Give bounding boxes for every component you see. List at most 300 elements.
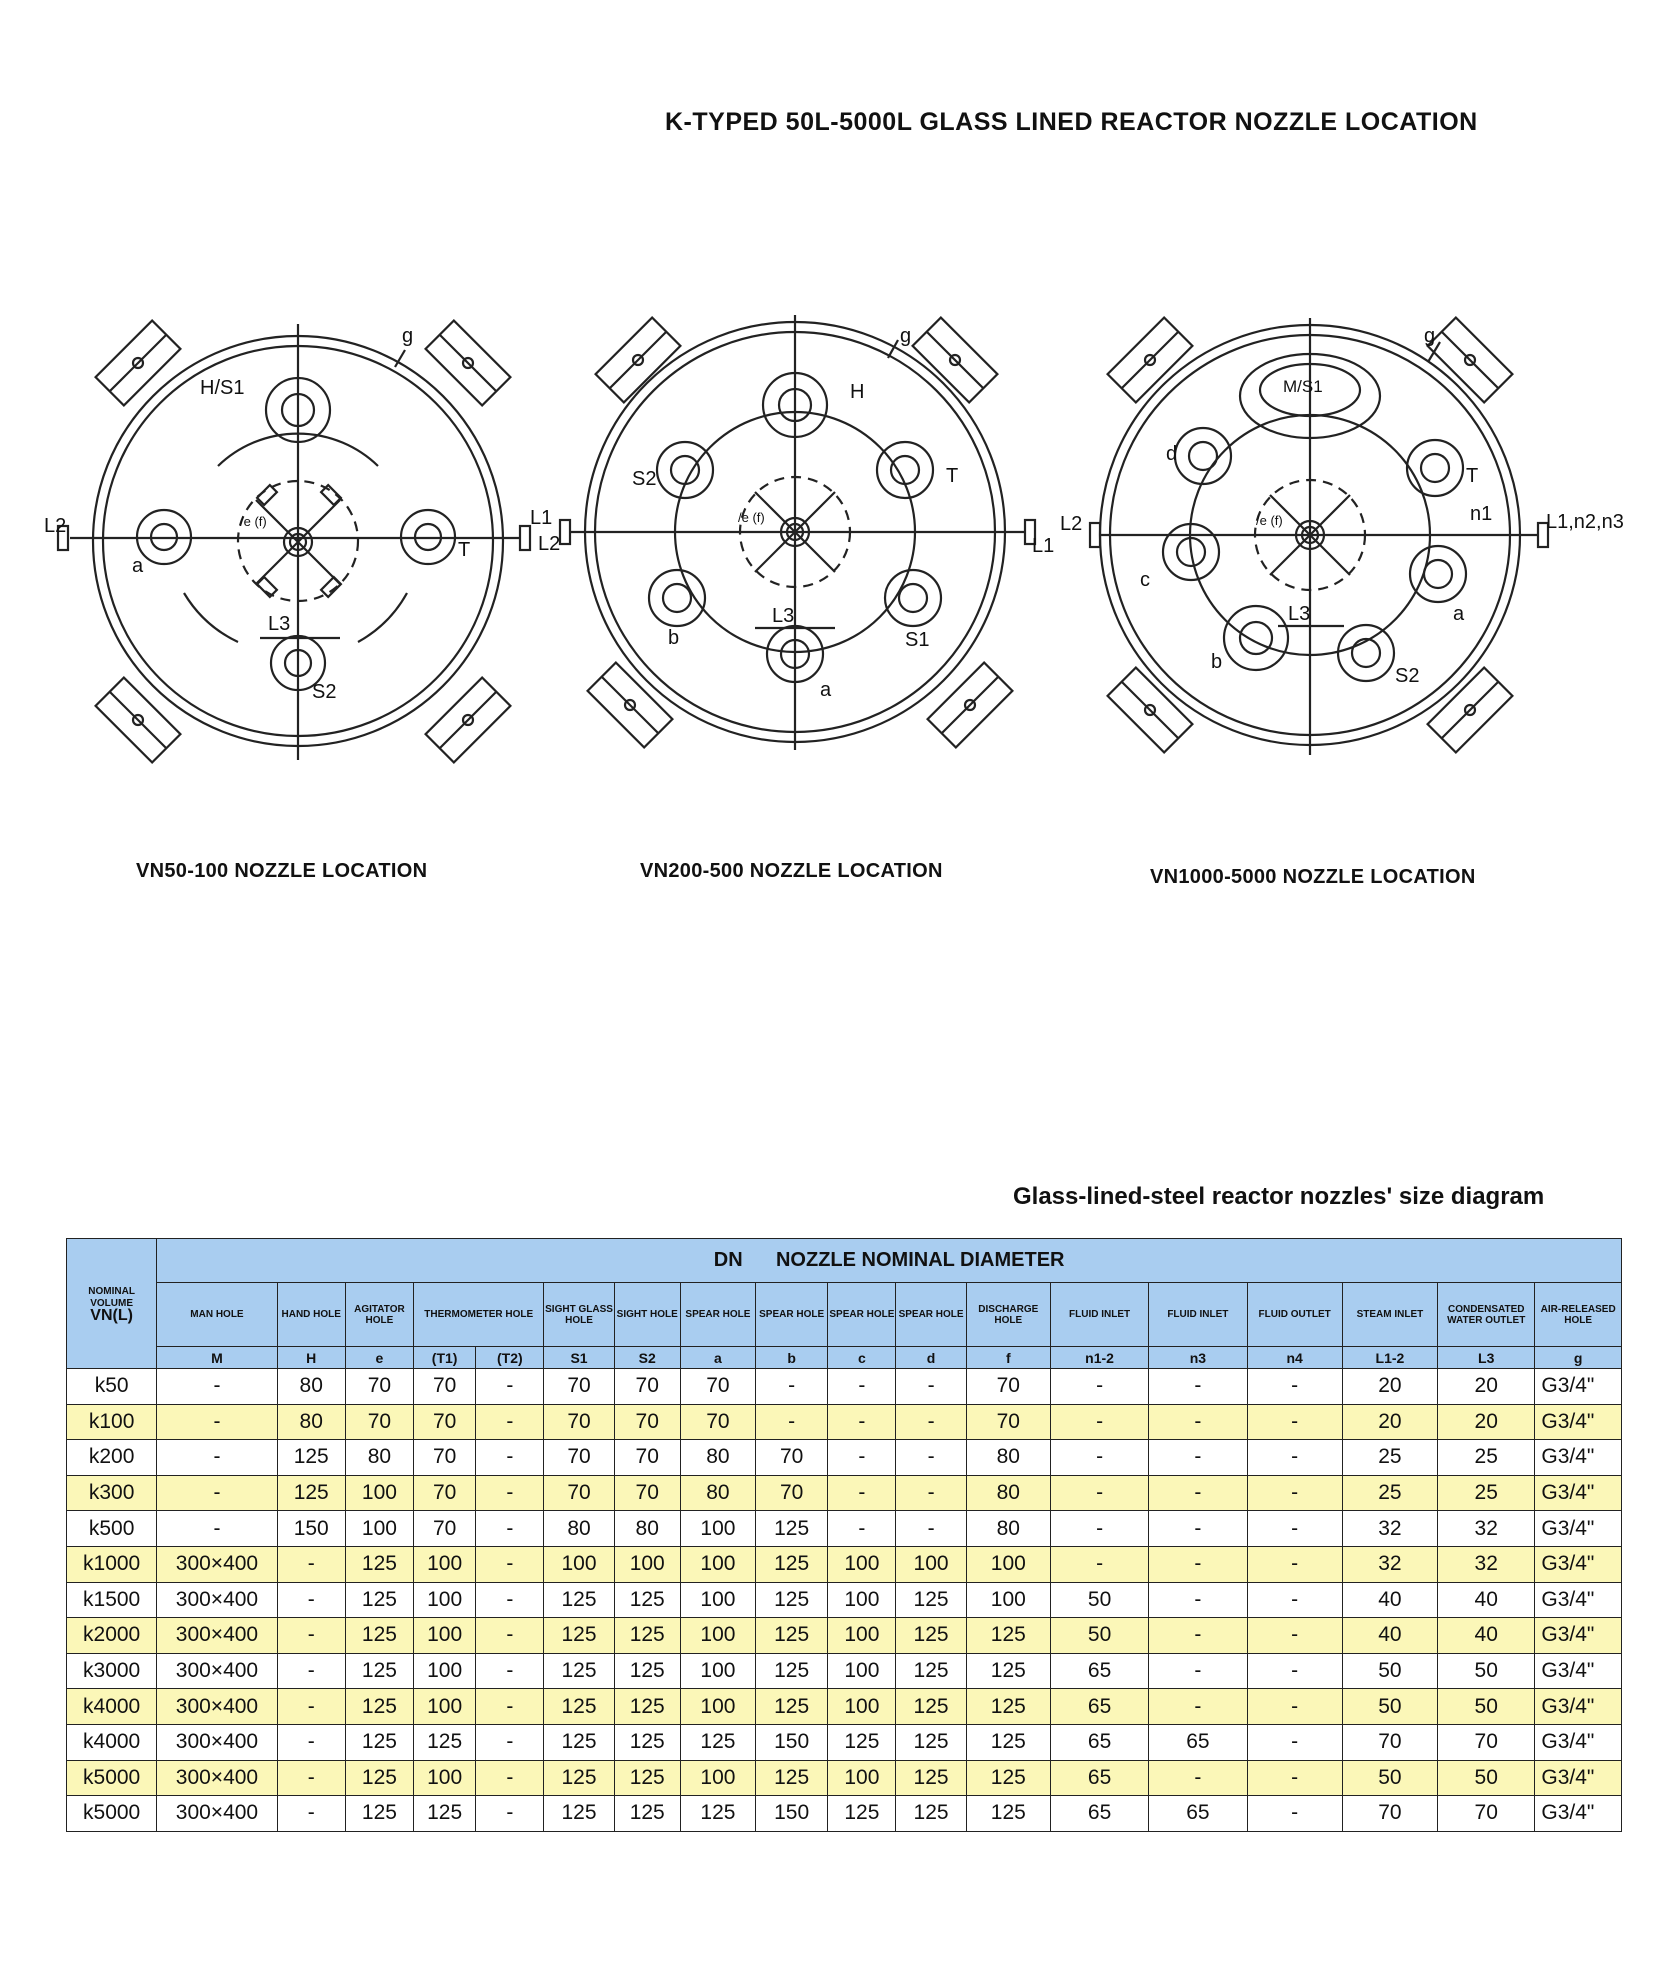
table-cell: 125 (966, 1724, 1050, 1760)
dn-label: DN (713, 1249, 743, 1271)
label-l2: L2 (44, 515, 67, 537)
table-cell: 100 (414, 1582, 476, 1618)
table-cell: - (277, 1689, 345, 1725)
table-cell: 70 (414, 1475, 476, 1511)
table-cell: 100 (828, 1582, 896, 1618)
table-cell: 100 (828, 1760, 896, 1796)
table-cell: 70 (414, 1440, 476, 1476)
label-ms1: M/S1 (1283, 377, 1323, 396)
col-code: S2 (614, 1347, 680, 1369)
table-cell: 100 (680, 1653, 755, 1689)
table-cell: - (1050, 1404, 1148, 1440)
table-cell: 50 (1438, 1760, 1535, 1796)
table-cell: 125 (896, 1618, 966, 1654)
table-cell: 100 (414, 1618, 476, 1654)
table-cell: 70 (1438, 1796, 1535, 1832)
table-cell: 125 (966, 1653, 1050, 1689)
table-cell: - (1149, 1546, 1247, 1582)
nozzle-layout-drawing (1060, 310, 1624, 770)
table-cell: 65 (1149, 1724, 1247, 1760)
table-cell: 50 (1342, 1689, 1437, 1725)
col-code: n3 (1149, 1347, 1247, 1369)
table-cell: - (476, 1582, 544, 1618)
table-row (67, 1582, 1622, 1618)
table-cell: 25 (1438, 1440, 1535, 1476)
table-cell: 20 (1438, 1404, 1535, 1440)
table-cell: - (1247, 1440, 1342, 1476)
nozzle-layout-drawing (44, 310, 553, 770)
table-cell: 150 (756, 1796, 828, 1832)
table-cell: 40 (1342, 1618, 1437, 1654)
col-code: n1-2 (1050, 1347, 1148, 1369)
col-header: AIR-RELEASED HOLE (1535, 1283, 1622, 1347)
table-cell: 70 (1342, 1724, 1437, 1760)
table-cell: - (1149, 1618, 1247, 1654)
table-cell: 125 (896, 1653, 966, 1689)
table-cell: 125 (345, 1796, 413, 1832)
table-cell: 125 (614, 1618, 680, 1654)
table-cell: 125 (966, 1760, 1050, 1796)
table-cell: - (476, 1653, 544, 1689)
table-cell: 125 (756, 1582, 828, 1618)
table-cell: 125 (614, 1582, 680, 1618)
table-cell: - (1247, 1404, 1342, 1440)
diagram-vn200-500 (538, 310, 1055, 770)
table-cell: - (1247, 1475, 1342, 1511)
table-title: Glass-lined-steel reactor nozzles' size diagram (1013, 1183, 1545, 1210)
table-cell: G3/4" (1535, 1653, 1622, 1689)
table-cell: G3/4" (1535, 1618, 1622, 1654)
col-code: f (966, 1347, 1050, 1369)
table-cell: 65 (1149, 1796, 1247, 1832)
table-cell: 65 (1050, 1653, 1148, 1689)
table-cell: 125 (544, 1724, 614, 1760)
col-code: g (1535, 1347, 1622, 1369)
table-cell: G3/4" (1535, 1440, 1622, 1476)
table-cell: 80 (345, 1440, 413, 1476)
table-cell: - (476, 1618, 544, 1654)
table-cell: 80 (544, 1511, 614, 1547)
caption-vn50-100: VN50-100 NOZZLE LOCATION (136, 860, 428, 882)
table-cell: 40 (1438, 1618, 1535, 1654)
table-cell: - (1050, 1475, 1148, 1511)
table-cell: - (1247, 1582, 1342, 1618)
table-cell: G3/4" (1535, 1475, 1622, 1511)
table-cell: - (1149, 1404, 1247, 1440)
row-label: k5000 (67, 1796, 157, 1832)
table-cell: 40 (1438, 1582, 1535, 1618)
label-g: g (402, 325, 414, 347)
row-label: k4000 (67, 1724, 157, 1760)
label-hs1: H/S1 (200, 377, 245, 399)
table-cell: 125 (345, 1689, 413, 1725)
table-cell: 100 (414, 1760, 476, 1796)
col-code: S1 (544, 1347, 614, 1369)
nv-code: VN(L) (90, 1306, 133, 1324)
col-header: HAND HOLE (277, 1283, 345, 1347)
table-cell: - (896, 1404, 966, 1440)
table-cell: - (277, 1653, 345, 1689)
table-cell: 125 (896, 1760, 966, 1796)
col-header: FLUID OUTLET (1247, 1283, 1342, 1347)
label-b: b (1211, 651, 1223, 673)
table-cell: 50 (1438, 1653, 1535, 1689)
table-cell: 100 (544, 1546, 614, 1582)
table-cell: 100 (828, 1618, 896, 1654)
table-cell: 70 (756, 1475, 828, 1511)
caption-vn1000-5000: VN1000-5000 NOZZLE LOCATION (1150, 866, 1476, 888)
label-center: /e (f) (738, 510, 765, 525)
table-cell: - (896, 1475, 966, 1511)
table-cell: 100 (828, 1546, 896, 1582)
table-cell: 70 (756, 1440, 828, 1476)
table-cell: 32 (1342, 1546, 1437, 1582)
col-header: SPEAR HOLE (828, 1283, 896, 1347)
table-cell: - (157, 1369, 277, 1405)
table-cell: 65 (1050, 1689, 1148, 1725)
col-code: (T2) (476, 1347, 544, 1369)
label-g: g (1424, 325, 1436, 347)
table-cell: - (277, 1618, 345, 1654)
table-cell: - (476, 1724, 544, 1760)
label-t: T (458, 539, 471, 561)
label-t: T (946, 465, 959, 487)
col-code: c (828, 1347, 896, 1369)
label-l3: L3 (268, 613, 291, 635)
col-header: AGITATOR HOLE (345, 1283, 413, 1347)
label-h: H (850, 381, 865, 403)
table-cell: - (1050, 1546, 1148, 1582)
table-cell: - (1050, 1369, 1148, 1405)
table-cell: - (828, 1369, 896, 1405)
table-cell: - (828, 1475, 896, 1511)
table-cell: - (828, 1511, 896, 1547)
row-label: k5000 (67, 1760, 157, 1796)
col-code: n4 (1247, 1347, 1342, 1369)
table-cell: 70 (1438, 1724, 1535, 1760)
table-cell: 25 (1342, 1475, 1437, 1511)
nv-line1: NOMINAL (88, 1285, 135, 1297)
table-cell: 125 (756, 1546, 828, 1582)
table-cell: 70 (966, 1369, 1050, 1405)
col-code: d (896, 1347, 966, 1369)
table-cell: 80 (614, 1511, 680, 1547)
table-cell: 25 (1342, 1440, 1437, 1476)
table-cell: - (896, 1511, 966, 1547)
table-cell: G3/4" (1535, 1689, 1622, 1725)
diagram-vn50-100 (44, 310, 553, 770)
table-cell: - (896, 1369, 966, 1405)
label-center: /e (f) (1256, 513, 1283, 528)
col-header: SIGHT HOLE (614, 1283, 680, 1347)
label-a: a (820, 679, 832, 701)
table-cell: 300×400 (157, 1582, 277, 1618)
col-code: e (345, 1347, 413, 1369)
table-cell: - (277, 1546, 345, 1582)
col-header: SPEAR HOLE (896, 1283, 966, 1347)
table-cell: 300×400 (157, 1796, 277, 1832)
table-cell: 100 (680, 1689, 755, 1725)
table-cell: 125 (896, 1724, 966, 1760)
table-cell: - (277, 1760, 345, 1796)
table-cell: - (476, 1796, 544, 1832)
table-cell: 125 (277, 1440, 345, 1476)
label-g: g (900, 325, 912, 347)
page-title: K-TYPED 50L-5000L GLASS LINED REACTOR NOZZLE LOCATION (665, 108, 1478, 136)
table-cell: 125 (896, 1796, 966, 1832)
table-cell: - (476, 1369, 544, 1405)
table-cell: G3/4" (1535, 1369, 1622, 1405)
table-cell: 125 (966, 1689, 1050, 1725)
table-cell: 100 (414, 1653, 476, 1689)
label-s2: S2 (632, 468, 657, 490)
table-cell: 125 (756, 1760, 828, 1796)
table-cell: 20 (1342, 1369, 1437, 1405)
col-header: STEAM INLET (1342, 1283, 1437, 1347)
table-cell: G3/4" (1535, 1511, 1622, 1547)
table-cell: 32 (1342, 1511, 1437, 1547)
table-cell: 125 (544, 1760, 614, 1796)
table-cell: - (1247, 1511, 1342, 1547)
table-cell: 125 (614, 1760, 680, 1796)
table-cell: 100 (680, 1511, 755, 1547)
table-cell: 70 (414, 1404, 476, 1440)
table-cell: 100 (966, 1582, 1050, 1618)
table-cell: 70 (544, 1369, 614, 1405)
row-label: k500 (67, 1511, 157, 1547)
table-cell: - (1247, 1369, 1342, 1405)
table-cell: 100 (414, 1546, 476, 1582)
table-cell: - (277, 1582, 345, 1618)
nozzle-layout-drawing (538, 310, 1055, 770)
row-label: k100 (67, 1404, 157, 1440)
table-cell: 125 (544, 1796, 614, 1832)
table-cell: 150 (756, 1724, 828, 1760)
table-row (67, 1404, 1622, 1440)
table-cell: G3/4" (1535, 1404, 1622, 1440)
table-cell: 50 (1438, 1689, 1535, 1725)
table-cell: 125 (614, 1689, 680, 1725)
table-cell: 125 (828, 1796, 896, 1832)
table-cell: 20 (1342, 1404, 1437, 1440)
col-header: SPEAR HOLE (680, 1283, 755, 1347)
table-cell: 125 (614, 1796, 680, 1832)
row-label: k3000 (67, 1653, 157, 1689)
table-row (67, 1689, 1622, 1725)
label-center: /e (f) (240, 514, 267, 529)
table-cell: - (1149, 1582, 1247, 1618)
table-cell: 125 (756, 1653, 828, 1689)
row-label: k4000 (67, 1689, 157, 1725)
table-cell: 125 (544, 1618, 614, 1654)
table-row (67, 1653, 1622, 1689)
table-cell: - (756, 1369, 828, 1405)
label-s1: S1 (905, 629, 930, 651)
table-cell: - (476, 1404, 544, 1440)
table-cell: - (476, 1546, 544, 1582)
table-cell: - (1247, 1689, 1342, 1725)
table-cell: 100 (680, 1582, 755, 1618)
table-cell: 50 (1050, 1582, 1148, 1618)
col-code: L3 (1438, 1347, 1535, 1369)
table-cell: 70 (544, 1440, 614, 1476)
label-l2: L2 (538, 533, 561, 555)
table-cell: - (1247, 1760, 1342, 1796)
row-label: k2000 (67, 1618, 157, 1654)
row-label: k300 (67, 1475, 157, 1511)
table-cell: 100 (614, 1546, 680, 1582)
table-cell: 100 (966, 1546, 1050, 1582)
table-cell: - (277, 1724, 345, 1760)
table-cell: - (157, 1475, 277, 1511)
row-label: k1500 (67, 1582, 157, 1618)
table-cell: 100 (680, 1760, 755, 1796)
table-cell: 32 (1438, 1511, 1535, 1547)
table-cell: G3/4" (1535, 1546, 1622, 1582)
table-cell: - (828, 1440, 896, 1476)
table-cell: 125 (345, 1582, 413, 1618)
table-cell: - (476, 1689, 544, 1725)
label-l1: L1 (1032, 535, 1055, 557)
table-cell: - (1149, 1511, 1247, 1547)
table-cell: 65 (1050, 1796, 1148, 1832)
table-cell: 125 (896, 1689, 966, 1725)
table-cell: 70 (614, 1440, 680, 1476)
table-cell: 125 (414, 1796, 476, 1832)
table-row (67, 1511, 1622, 1547)
table-cell: 125 (966, 1796, 1050, 1832)
table-row (67, 1440, 1622, 1476)
dn-header (157, 1239, 1622, 1283)
table-row (67, 1760, 1622, 1796)
table-cell: 20 (1438, 1369, 1535, 1405)
table-cell: 125 (896, 1582, 966, 1618)
table-cell: 125 (345, 1653, 413, 1689)
table-cell: - (1247, 1546, 1342, 1582)
table-cell: 125 (680, 1724, 755, 1760)
table-cell: 125 (756, 1511, 828, 1547)
table-cell: 50 (1050, 1618, 1148, 1654)
table-cell: 150 (277, 1511, 345, 1547)
table-cell: 70 (614, 1404, 680, 1440)
table-row (67, 1475, 1622, 1511)
table-row (67, 1796, 1622, 1832)
table-cell: 300×400 (157, 1546, 277, 1582)
caption-vn200-500: VN200-500 NOZZLE LOCATION (640, 860, 943, 882)
col-header: FLUID INLET (1149, 1283, 1247, 1347)
table-cell: 40 (1342, 1582, 1437, 1618)
table-cell: - (1247, 1618, 1342, 1654)
table-cell: G3/4" (1535, 1796, 1622, 1832)
table-cell: 80 (680, 1475, 755, 1511)
table-cell: 125 (614, 1724, 680, 1760)
table-cell: 70 (1342, 1796, 1437, 1832)
table-cell: 125 (345, 1724, 413, 1760)
table-cell: 80 (966, 1511, 1050, 1547)
table-cell: 70 (345, 1369, 413, 1405)
table-cell: - (476, 1440, 544, 1476)
table-cell: 300×400 (157, 1760, 277, 1796)
table-cell: 65 (1050, 1724, 1148, 1760)
table-cell: 125 (277, 1475, 345, 1511)
table-cell: 300×400 (157, 1618, 277, 1654)
table-cell: 125 (544, 1689, 614, 1725)
table-cell: 80 (277, 1369, 345, 1405)
table-cell: 300×400 (157, 1689, 277, 1725)
table-cell: - (1050, 1440, 1148, 1476)
label-n1: n1 (1470, 503, 1493, 525)
table-cell: - (756, 1404, 828, 1440)
label-s2: S2 (1395, 665, 1420, 687)
label-l3: L3 (1288, 603, 1311, 625)
table-cell: 100 (680, 1546, 755, 1582)
col-header: SPEAR HOLE (756, 1283, 828, 1347)
table-cell: G3/4" (1535, 1582, 1622, 1618)
label-d: d (1166, 443, 1178, 465)
table-cell: 125 (828, 1724, 896, 1760)
col-code: M (157, 1347, 277, 1369)
table-cell: - (277, 1796, 345, 1832)
nozzle-nominal-diameter-label: NOZZLE NOMINAL DIAMETER (775, 1249, 1065, 1271)
table-cell: - (828, 1404, 896, 1440)
col-code: a (680, 1347, 755, 1369)
table-cell: 125 (544, 1582, 614, 1618)
label-c: c (1140, 569, 1150, 591)
col-header: DISCHARGE HOLE (966, 1283, 1050, 1347)
table-cell: - (1149, 1689, 1247, 1725)
table-cell: 300×400 (157, 1653, 277, 1689)
table-cell: 125 (680, 1796, 755, 1832)
table-row (67, 1724, 1622, 1760)
table-cell: 125 (414, 1724, 476, 1760)
table-cell: 300×400 (157, 1724, 277, 1760)
table-cell: 80 (966, 1475, 1050, 1511)
table-cell: - (1149, 1653, 1247, 1689)
col-header: THERMOMETER HOLE (414, 1283, 544, 1347)
table-cell: G3/4" (1535, 1724, 1622, 1760)
table-cell: - (1247, 1724, 1342, 1760)
table-cell: - (896, 1440, 966, 1476)
table-cell: - (157, 1511, 277, 1547)
table-cell: 125 (345, 1546, 413, 1582)
label-a: a (1453, 603, 1465, 625)
nv-line2: VOLUME (90, 1297, 134, 1309)
label-s2: S2 (312, 681, 337, 703)
table-cell: 125 (544, 1653, 614, 1689)
table-cell: 80 (277, 1404, 345, 1440)
table-cell: 125 (966, 1618, 1050, 1654)
col-header: SIGHT GLASS HOLE (544, 1283, 614, 1347)
table-cell: - (1149, 1369, 1247, 1405)
col-code: (T1) (414, 1347, 476, 1369)
row-label: k1000 (67, 1546, 157, 1582)
label-l3: L3 (772, 605, 795, 627)
label-t: T (1466, 465, 1479, 487)
table-cell: 125 (614, 1653, 680, 1689)
nominal-volume-header (67, 1239, 157, 1369)
table-cell: 70 (966, 1404, 1050, 1440)
table-cell: 125 (345, 1760, 413, 1796)
table-cell: 100 (828, 1689, 896, 1725)
table-cell: 50 (1342, 1653, 1437, 1689)
table-cell: G3/4" (1535, 1760, 1622, 1796)
table-cell: 70 (544, 1404, 614, 1440)
table-cell: 65 (1050, 1760, 1148, 1796)
table-cell: 70 (544, 1475, 614, 1511)
table-cell: - (1050, 1511, 1148, 1547)
row-label: k200 (67, 1440, 157, 1476)
table-cell: 70 (345, 1404, 413, 1440)
